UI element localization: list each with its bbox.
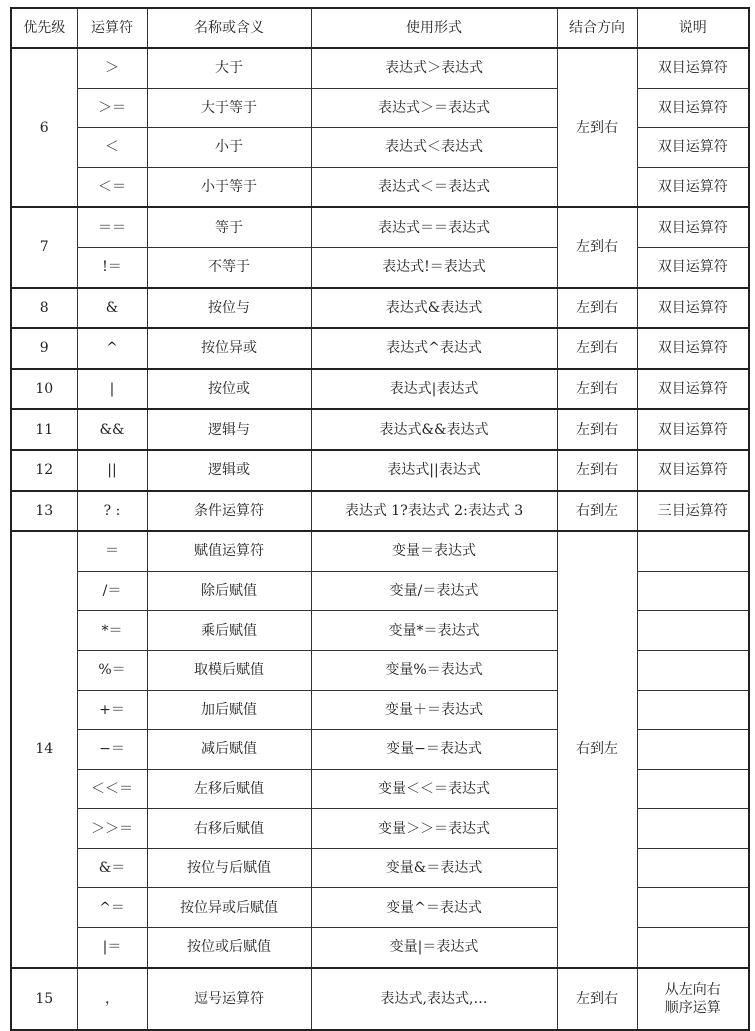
usage-form-cell: 变量＋＝表达式 (311, 690, 557, 730)
header-row (11, 8, 749, 48)
operator-cell: *＝ (77, 611, 147, 651)
priority-cell: 9 (11, 328, 77, 369)
name-cell: 等于 (147, 207, 311, 247)
header-priority: 优先级 (11, 8, 77, 48)
usage-form-cell: 变量&＝表达式 (311, 848, 557, 888)
note-cell: 双目运算符 (637, 48, 749, 88)
usage-form-cell: 变量|＝表达式 (311, 928, 557, 968)
usage-form-cell: 表达式＞＝表达式 (311, 88, 557, 128)
name-cell: 减后赋值 (147, 730, 311, 770)
usage-form-cell: 表达式＜＝表达式 (311, 167, 557, 207)
operator-cell: & (77, 288, 147, 329)
name-cell: 按位与后赋值 (147, 848, 311, 888)
note-cell: 双目运算符 (637, 207, 749, 247)
usage-form-cell: 变量*＝表达式 (311, 611, 557, 651)
operator-cell: −＝ (77, 730, 147, 770)
name-cell: 除后赋值 (147, 571, 311, 611)
note-cell: 双目运算符 (637, 288, 749, 329)
operator-cell: +＝ (77, 690, 147, 730)
table-row (11, 207, 749, 247)
table-row (11, 650, 749, 690)
priority-cell: 7 (11, 207, 77, 287)
associativity-cell: 右到左 (557, 531, 637, 968)
operator-precedence-table (10, 7, 750, 1031)
note-cell: 从左向右 顺序运算 (637, 968, 749, 1030)
usage-form-cell: 表达式＜表达式 (311, 128, 557, 168)
header-note: 说明 (637, 8, 749, 48)
table-row (11, 690, 749, 730)
header-associativity: 结合方向 (557, 8, 637, 48)
name-cell: 逻辑或 (147, 450, 311, 491)
note-cell (637, 769, 749, 809)
note-cell: 双目运算符 (637, 369, 749, 410)
name-cell: 按位或 (147, 369, 311, 410)
table-row (11, 730, 749, 770)
usage-form-cell: 表达式&&表达式 (311, 409, 557, 450)
name-cell: 赋值运算符 (147, 531, 311, 571)
name-cell: 逻辑与 (147, 409, 311, 450)
usage-form-cell: 变量＜＜＝表达式 (311, 769, 557, 809)
usage-form-cell: 变量^＝表达式 (311, 888, 557, 928)
name-cell: 大于 (147, 48, 311, 88)
operator-cell: %＝ (77, 650, 147, 690)
name-cell: 小于 (147, 128, 311, 168)
table-row (11, 167, 749, 207)
usage-form-cell: 变量＞＞＝表达式 (311, 809, 557, 849)
associativity-cell: 左到右 (557, 207, 637, 287)
table-row (11, 328, 749, 369)
note-cell (637, 650, 749, 690)
table-row (11, 409, 749, 450)
name-cell: 乘后赋值 (147, 611, 311, 651)
usage-form-cell: 表达式&表达式 (311, 288, 557, 329)
operator-cell: | (77, 369, 147, 410)
operator-cell: ＞ (77, 48, 147, 88)
usage-form-cell: 变量＝表达式 (311, 531, 557, 571)
name-cell: 右移后赋值 (147, 809, 311, 849)
table-row (11, 128, 749, 168)
priority-cell: 14 (11, 531, 77, 968)
name-cell: 左移后赋值 (147, 769, 311, 809)
operator-cell: ＜ (77, 128, 147, 168)
note-cell: 双目运算符 (637, 167, 749, 207)
priority-cell: 13 (11, 491, 77, 532)
associativity-cell: 左到右 (557, 288, 637, 329)
note-cell (637, 888, 749, 928)
table-row (11, 48, 749, 88)
associativity-cell: 左到右 (557, 48, 637, 207)
usage-form-cell: 表达式|表达式 (311, 369, 557, 410)
table-row (11, 848, 749, 888)
usage-form-cell: 表达式 1?表达式 2:表达式 3 (311, 491, 557, 532)
note-cell (637, 928, 749, 968)
associativity-cell: 左到右 (557, 328, 637, 369)
operator-cell: ＝ (77, 531, 147, 571)
note-cell: 双目运算符 (637, 128, 749, 168)
associativity-cell: 左到右 (557, 369, 637, 410)
priority-cell: 12 (11, 450, 77, 491)
operator-cell: ^ (77, 328, 147, 369)
name-cell: 小于等于 (147, 167, 311, 207)
note-cell: 双目运算符 (637, 409, 749, 450)
table-row (11, 888, 749, 928)
name-cell: 按位异或 (147, 328, 311, 369)
associativity-cell: 右到左 (557, 491, 637, 532)
header-usage-form: 使用形式 (311, 8, 557, 48)
operator-cell: !＝ (77, 247, 147, 287)
usage-form-cell: 变量/＝表达式 (311, 571, 557, 611)
operator-cell: ， (77, 968, 147, 1030)
operator-cell: || (77, 450, 147, 491)
table-row (11, 611, 749, 651)
table-row (11, 491, 749, 532)
operator-cell: ＞＞＝ (77, 809, 147, 849)
name-cell: 加后赋值 (147, 690, 311, 730)
operator-cell: ? : (77, 491, 147, 532)
usage-form-cell: 表达式!＝表达式 (311, 247, 557, 287)
usage-form-cell: 表达式＝＝表达式 (311, 207, 557, 247)
table-row (11, 288, 749, 329)
usage-form-cell: 表达式^表达式 (311, 328, 557, 369)
operator-cell: ＝＝ (77, 207, 147, 247)
associativity-cell: 左到右 (557, 968, 637, 1030)
name-cell: 取模后赋值 (147, 650, 311, 690)
operator-cell: ＜＝ (77, 167, 147, 207)
note-cell (637, 531, 749, 571)
priority-cell: 10 (11, 369, 77, 410)
priority-cell: 6 (11, 48, 77, 207)
name-cell: 大于等于 (147, 88, 311, 128)
table-row (11, 247, 749, 287)
header-operator: 运算符 (77, 8, 147, 48)
name-cell: 逗号运算符 (147, 968, 311, 1030)
note-cell: 双目运算符 (637, 450, 749, 491)
associativity-cell: 左到右 (557, 450, 637, 491)
table-row (11, 928, 749, 968)
operator-cell: /＝ (77, 571, 147, 611)
name-cell: 不等于 (147, 247, 311, 287)
table-row (11, 531, 749, 571)
associativity-cell: 左到右 (557, 409, 637, 450)
table-row (11, 769, 749, 809)
priority-cell: 11 (11, 409, 77, 450)
table-row (11, 968, 749, 1030)
usage-form-cell: 表达式＞表达式 (311, 48, 557, 88)
note-cell: 双目运算符 (637, 247, 749, 287)
table-row (11, 450, 749, 491)
header-name: 名称或含义 (147, 8, 311, 48)
operator-cell: ^＝ (77, 888, 147, 928)
priority-cell: 8 (11, 288, 77, 329)
operator-cell: ＞＝ (77, 88, 147, 128)
name-cell: 按位异或后赋值 (147, 888, 311, 928)
note-cell (637, 611, 749, 651)
usage-form-cell: 变量−＝表达式 (311, 730, 557, 770)
table-body (11, 48, 749, 1030)
operator-cell: |＝ (77, 928, 147, 968)
table-row (11, 571, 749, 611)
note-cell: 双目运算符 (637, 88, 749, 128)
operator-cell: && (77, 409, 147, 450)
note-cell (637, 690, 749, 730)
name-cell: 按位与 (147, 288, 311, 329)
note-cell: 三目运算符 (637, 491, 749, 532)
name-cell: 条件运算符 (147, 491, 311, 532)
table-row (11, 369, 749, 410)
note-cell (637, 809, 749, 849)
usage-form-cell: 表达式||表达式 (311, 450, 557, 491)
name-cell: 按位或后赋值 (147, 928, 311, 968)
table-row (11, 88, 749, 128)
note-cell: 双目运算符 (637, 328, 749, 369)
operator-cell: ＜＜＝ (77, 769, 147, 809)
note-cell (637, 571, 749, 611)
note-cell (637, 848, 749, 888)
priority-cell: 15 (11, 968, 77, 1030)
note-cell (637, 730, 749, 770)
table-row (11, 809, 749, 849)
usage-form-cell: 表达式,表达式,… (311, 968, 557, 1030)
operator-cell: &＝ (77, 848, 147, 888)
usage-form-cell: 变量%＝表达式 (311, 650, 557, 690)
